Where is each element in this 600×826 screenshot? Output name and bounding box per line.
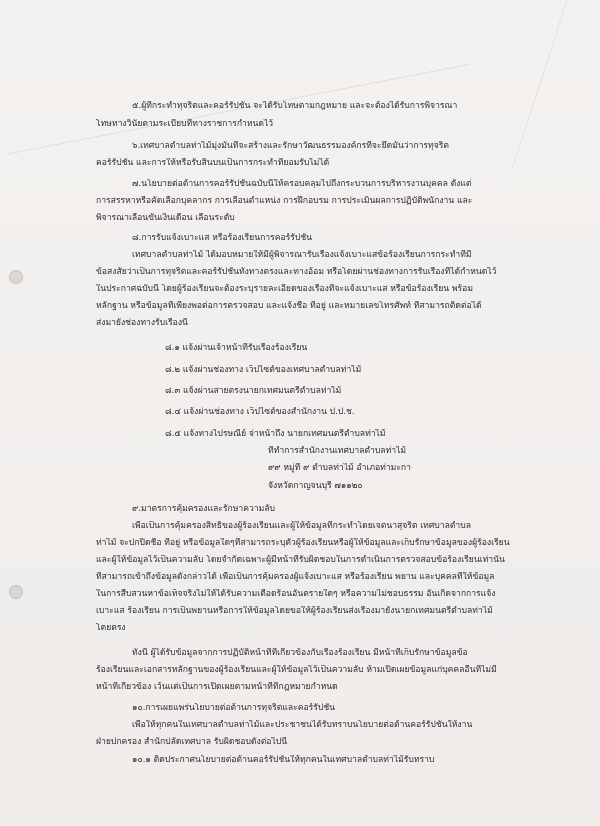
channel-8-5: ๘.๕ แจ้งทางไปรษณีย์ จ่าหน้าถึง นายกเทศมนตรีตำบลท่าไม้: [165, 429, 386, 439]
channel-8-1: ๘.๑ แจ้งผ่านเจ้าหน้าที่รับเรื่องร้องเรียน: [165, 343, 308, 353]
section-8-para: ในประกาศฉบับนี้ โดยผู้ร้องเรียนจะต้องระบุรายละเอียดของเรื่องที่จะแจ้งเบาะแส หรือข้อร้องเรียน พร้อม: [96, 284, 473, 294]
channel-8-2: ๘.๒ แจ้งผ่านช่องทาง เว็ปไซต์ของเทศบาลตำบลท่าไม้: [165, 365, 362, 375]
section-9-para: โดยตรง: [96, 623, 126, 633]
item-10-1: ๑๐.๑ ติดประกาศนโยบายต่อต้านคอร์รัปชั่นให้ทุกคนในเทศบาลตำบลท่าไม้รับทราบ: [132, 755, 435, 765]
punch-hole: [9, 585, 23, 599]
paper-fold-line: [0, 0, 469, 155]
channel-8-3: ๘.๓ แจ้งผ่านสายตรงนายกเทศมนตรีตำบลท่าไม้: [165, 386, 342, 396]
section-10-para: เพื่อให้ทุกคนในเทศบาลตำบลท่าไม้และประชาชนได้รับทราบนโยบายต่อต้านคอร์รัปชั่นให้งาน: [132, 720, 473, 730]
clause-7-cont: พิจารณาเลื่อนขั้นเงินเดือน เลื่อนระดับ: [96, 213, 235, 223]
section-10-para: ฝ่ายปกครอง สำนักปลัดเทศบาล รับผิดชอบดังต่อไปนี้: [96, 737, 288, 747]
confidentiality-para: ทั้งนี้ ผู้ได้รับข้อมูลจากการปฏิบัติหน้าที่ที่เกี่ยวข้องกับเรื่องร้องเรียน มีหน้าที่เก็บรักษาข้อมูลข้อ: [132, 648, 468, 658]
address-line: จังหวัดกาญจนบุรี ๗๑๑๒๐: [268, 481, 363, 491]
clause-5: ๕.ผู้ที่กระทำทุจริตและคอร์รัปชั่น จะได้รับโทษตามกฎหมาย และจะต้องได้รับการพิจารณา: [132, 101, 458, 111]
section-8-heading: ๘.การรับแจ้งเบาะแส หรือร้องเรียนการคอร์รัปชั่น: [132, 233, 313, 243]
clause-7: ๗.นโยบายต่อต้านการคอร์รัปชั่นฉบับนี้ให้ครอบคลุมไปถึงกระบวนการบริหารงานบุคคล ตั้งแต่: [132, 179, 472, 189]
section-9-para: เบาะแส ร้องเรียน การเป็นพยานหรือการให้ข้อมูลโดยขอให้ผู้ร้องเรียนส่งเรื่องมายังนายกเทศมนตรีตำบลท่าไม้: [96, 606, 493, 616]
section-9-para: ในการสืบสวนหาข้อเท็จจริงไม่ให้ได้รับความเดือดร้อนอันตรายใดๆ หรือความไม่ชอบธรรม อันเกิดจากการแจ้ง: [96, 589, 496, 599]
section-9-para: และผู้ให้ข้อมูลไว้เป็นความลับ โดยจำกัดเฉพาะผู้มีหน้าที่รับผิดชอบในการดำเนินการตรวจสอบข้อร้องเรียนเท่านั้น: [96, 555, 505, 565]
address-line: ที่ทำการสำนักงานเทศบาลตำบลท่าไม้: [268, 446, 407, 456]
section-8-para: ส่งมายังช่องทางรับเรื่องนี้: [96, 318, 188, 328]
confidentiality-para: ร้องเรียนและเอกสารหลักฐานของผู้ร้องเรียนและผู้ให้ข้อมูลไว้เป็นความลับ ห้ามเปิดเผยข้อมูลแก่บุคคลอื่นที่ไม่มี: [96, 665, 497, 675]
confidentiality-para: หน้าที่เกี่ยวข้อง เว้นแต่เป็นการเปิดเผยตามหน้าที่ที่กฎหมายกำหนด: [96, 682, 338, 692]
clause-5-cont: โทษทางวินัยตามระเบียบที่ทางราชการกำหนดไว้: [96, 119, 274, 129]
address-line: ๙๙ หมู่ที่ ๙ ตำบลท่าไม้ อำเภอท่ามะกา: [268, 463, 411, 473]
section-9-para: ท่าไม้ จะปกปิดชื่อ ที่อยู่ หรือข้อมูลใดๆที่สามารถระบุตัวผู้ร้องเรียนหรือผู้ให้ข้อมูลและเก็บรักษาข้อมูลของผู้ร้องเรียน: [96, 538, 510, 548]
clause-7-cont: การสรรหาหรือคัดเลือกบุคลากร การเลื่อนตำแหน่ง การฝึกอบรม การประเมินผลการปฏิบัติพนักงาน และ: [96, 196, 473, 206]
section-8-para: เทศบาลตำบลท่าไม้ ได้มอบหมายให้มีผู้พิจารณารับเรื่องแจ้งเบาะแสข้อร้องเรียนการกระทำที่มี: [132, 250, 472, 260]
section-9-heading: ๙.มาตรการคุ้มครองและรักษาความลับ: [132, 504, 276, 514]
section-8-para: ข้อสงสัยว่าเป็นการทุจริตและคอร์รัปชั่นทั้งทางตรงและทางอ้อม หรือโดยผ่านช่องทางการรับเรื่องที่ได้กำหนดไว้: [96, 267, 497, 277]
clause-6-cont: คอร์รัปชั่น และการให้หรือรับสินบนเป็นการกระทำที่ยอมรับไม่ได้: [96, 158, 330, 168]
clause-6: ๖.เทศบาลตำบลท่าไม้มุ่งมั่นที่จะสร้างและรักษาวัฒนธรรมองค์กรที่จะยึดมั่นว่าการทุจริต: [132, 141, 449, 151]
punch-hole: [9, 270, 23, 284]
section-8-para: หลักฐาน หรือข้อมูลที่เพียงพอต่อการตรวจสอบ และแจ้งชื่อ ที่อยู่ และหมายเลขโทรศัพท์ ที่สามารถติดต่อได้: [96, 301, 482, 311]
channel-8-4: ๘.๔ แจ้งผ่านช่องทาง เว็ปไซต์ของสำนักงาน ป.ป.ช.: [165, 407, 355, 417]
section-10-heading: ๑๐.การเผยแพร่นโยบายต่อต้านการทุจริตและคอร์รัปชั่น: [132, 703, 336, 713]
section-9-para: เพื่อเป็นการคุ้มครองสิทธิของผู้ร้องเรียนและผู้ให้ข้อมูลที่กระทำโดยเจตนาสุจริต เทศบาลตำบล: [132, 521, 471, 531]
section-9-para: ที่สามารถเข้าถึงข้อมูลดังกล่าวได้ เพื่อเป็นการคุ้มครองผู้แจ้งเบาะแส หรือร้องเรียน พยาน และบุคคลที่ให้ข้อมูล: [96, 572, 495, 582]
